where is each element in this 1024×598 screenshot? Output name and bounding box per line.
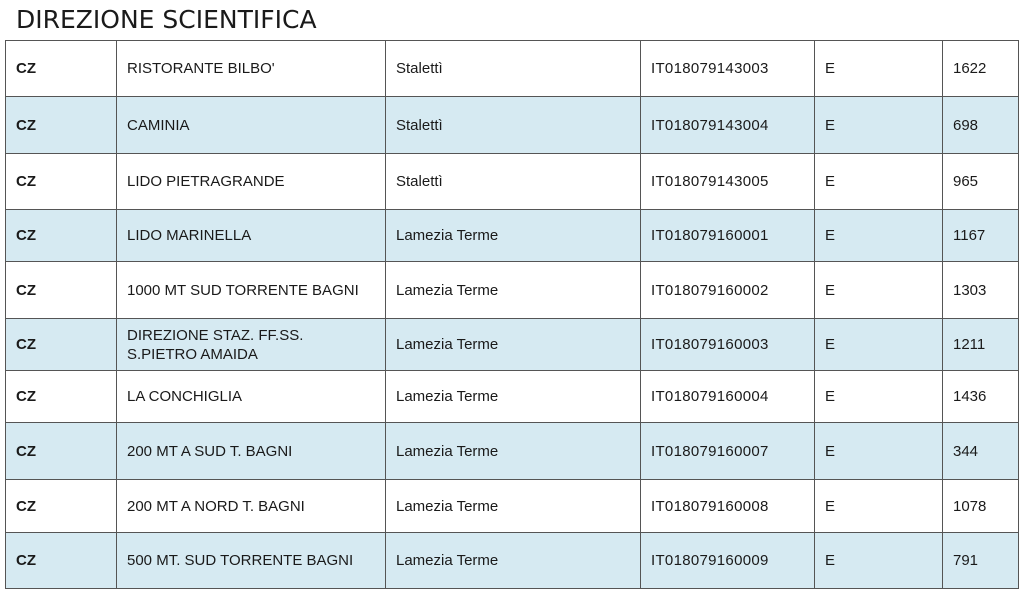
cell-location: LIDO PIETRAGRANDE — [117, 154, 386, 210]
table-row — [6, 371, 1019, 423]
cell-value: 344 — [943, 423, 1019, 480]
cell-municipality: Stalettì — [386, 97, 641, 154]
cell-location: 200 MT A SUD T. BAGNI — [117, 423, 386, 480]
cell-value: 965 — [943, 154, 1019, 210]
table-row — [6, 533, 1019, 589]
cell-value: 1211 — [943, 319, 1019, 371]
cell-code: IT018079160001 — [641, 210, 815, 262]
cell-location: DIREZIONE STAZ. FF.SS. S.PIETRO AMAIDA — [117, 319, 386, 371]
cell-province: CZ — [6, 154, 117, 210]
cell-class: E — [815, 533, 943, 589]
cell-class: E — [815, 371, 943, 423]
cell-value: 791 — [943, 533, 1019, 589]
cell-value: 1436 — [943, 371, 1019, 423]
cell-value: 1167 — [943, 210, 1019, 262]
cell-municipality: Lamezia Terme — [386, 371, 641, 423]
cell-location: LA CONCHIGLIA — [117, 371, 386, 423]
cell-province: CZ — [6, 371, 117, 423]
cell-value: 1303 — [943, 262, 1019, 319]
cell-class: E — [815, 480, 943, 533]
cell-code: IT018079143003 — [641, 41, 815, 97]
cell-municipality: Lamezia Terme — [386, 319, 641, 371]
table-row — [6, 97, 1019, 154]
cell-code: IT018079160004 — [641, 371, 815, 423]
cell-class: E — [815, 319, 943, 371]
cell-province: CZ — [6, 319, 117, 371]
cell-province: CZ — [6, 533, 117, 589]
cell-code: IT018079160002 — [641, 262, 815, 319]
cell-class: E — [815, 97, 943, 154]
cell-location: 1000 MT SUD TORRENTE BAGNI — [117, 262, 386, 319]
cell-municipality: Lamezia Terme — [386, 210, 641, 262]
cell-value: 698 — [943, 97, 1019, 154]
cell-code: IT018079143004 — [641, 97, 815, 154]
cell-value: 1622 — [943, 41, 1019, 97]
cell-code: IT018079160008 — [641, 480, 815, 533]
cell-class: E — [815, 154, 943, 210]
table-row — [6, 262, 1019, 319]
cell-municipality: Lamezia Terme — [386, 423, 641, 480]
cell-province: CZ — [6, 480, 117, 533]
cell-class: E — [815, 41, 943, 97]
cell-municipality: Stalettì — [386, 41, 641, 97]
cell-municipality: Lamezia Terme — [386, 480, 641, 533]
cell-location: 500 MT. SUD TORRENTE BAGNI — [117, 533, 386, 589]
cell-location: 200 MT A NORD T. BAGNI — [117, 480, 386, 533]
cell-location: LIDO MARINELLA — [117, 210, 386, 262]
data-table — [5, 40, 1019, 589]
table-row — [6, 154, 1019, 210]
cell-municipality: Lamezia Terme — [386, 533, 641, 589]
table-body — [6, 41, 1019, 589]
cell-code: IT018079160003 — [641, 319, 815, 371]
cell-value: 1078 — [943, 480, 1019, 533]
table-row — [6, 423, 1019, 480]
cell-province: CZ — [6, 423, 117, 480]
cell-code: IT018079160009 — [641, 533, 815, 589]
cell-code: IT018079143005 — [641, 154, 815, 210]
cell-class: E — [815, 210, 943, 262]
cell-province: CZ — [6, 262, 117, 319]
cell-code: IT018079160007 — [641, 423, 815, 480]
cell-municipality: Lamezia Terme — [386, 262, 641, 319]
table-row — [6, 480, 1019, 533]
cell-municipality: Stalettì — [386, 154, 641, 210]
cell-province: CZ — [6, 41, 117, 97]
cell-class: E — [815, 262, 943, 319]
cell-province: CZ — [6, 210, 117, 262]
table-row — [6, 319, 1019, 371]
cell-province: CZ — [6, 97, 117, 154]
table-row — [6, 210, 1019, 262]
table-row — [6, 41, 1019, 97]
page-title: DIREZIONE SCIENTIFICA — [16, 5, 317, 34]
cell-location: RISTORANTE BILBO' — [117, 41, 386, 97]
cell-class: E — [815, 423, 943, 480]
cell-location: CAMINIA — [117, 97, 386, 154]
